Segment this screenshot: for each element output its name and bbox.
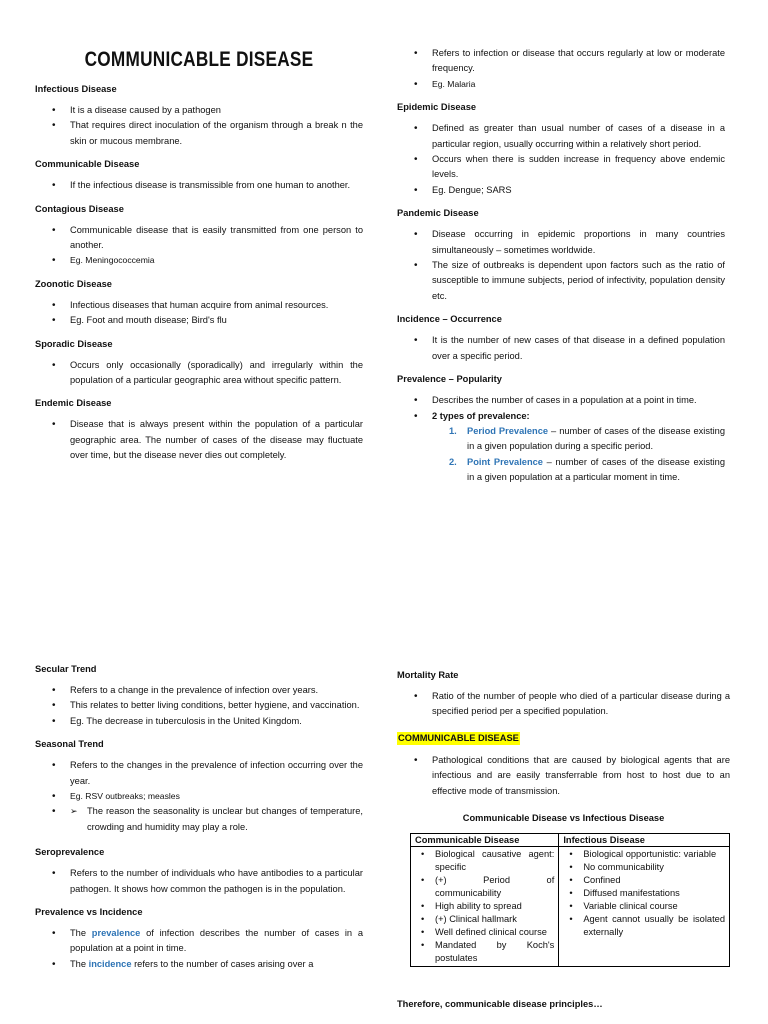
arrow-bullet-icon: • ➢ bbox=[70, 806, 78, 817]
prevalence-term: prevalence bbox=[91, 928, 141, 939]
section-heading: Epidemic Disease bbox=[397, 102, 477, 113]
text: refers to the number of cases arising over a bbox=[131, 958, 314, 969]
section-heading: Seroprevalence bbox=[35, 847, 105, 858]
table-list-item: • Well defined clinical course bbox=[415, 926, 554, 939]
section-heading: Sporadic Disease bbox=[35, 338, 113, 349]
list-item bbox=[35, 957, 363, 972]
list-item: • If the infectious disease is transmissible from one human to another. bbox=[35, 178, 363, 193]
table-row bbox=[411, 847, 730, 967]
list-item: • Disease that is always present within the population of a particular geographic area. The number of cases of the disease may fluctuate over time, but the disease never dies out completely. bbox=[35, 417, 363, 463]
section-heading: Infectious Disease bbox=[35, 84, 117, 94]
seroprevalence-section bbox=[35, 845, 363, 897]
list-item: • Pathological conditions that are caused by biological agents that are infectious and are easily transferrable from host to host due to an effective mode of transmission. bbox=[397, 753, 730, 799]
list-item bbox=[35, 926, 363, 957]
item-term: Point Prevalence bbox=[467, 456, 543, 467]
list-item: • This relates to better living conditions, better hygiene, and vaccination. bbox=[35, 698, 363, 713]
footer-heading: Therefore, communicable disease principles… bbox=[397, 999, 603, 1010]
list-item-text: 2 types of prevalence: bbox=[432, 410, 530, 421]
table-cell bbox=[411, 847, 559, 967]
list-item: • Describes the number of cases in a population at a point in time. bbox=[397, 393, 725, 408]
list-item: • Eg. The decrease in tuberculosis in the United Kingdom. bbox=[35, 714, 363, 729]
table-list-item: • Biological causative agent: specific bbox=[415, 848, 554, 874]
table-list-item: • (+) Period of communicability bbox=[415, 874, 554, 900]
table-cell bbox=[559, 847, 730, 967]
table-list-item: • Biological opportunistic: variable bbox=[563, 848, 725, 861]
list-item: • That requires direct inoculation of the organism through a break n the skin or mucous membrane. bbox=[35, 118, 363, 149]
list-item: • Eg. Meningococcemia bbox=[35, 253, 363, 268]
page1-left-column bbox=[35, 48, 363, 472]
bullet-list bbox=[35, 866, 363, 897]
bullet-list bbox=[35, 926, 363, 972]
list-item: • Refers to infection or disease that occurs regularly at low or moderate frequency. bbox=[397, 46, 725, 77]
bullet-list bbox=[397, 333, 725, 364]
seasonal-trend-section bbox=[35, 737, 363, 835]
bullet-list bbox=[35, 178, 363, 193]
item-number: 1. bbox=[449, 425, 457, 436]
bullet-list bbox=[35, 417, 363, 463]
list-item: • Disease occurring in epidemic proportions in many countries simultaneously – sometimes worldwide. bbox=[397, 227, 725, 258]
text: The bbox=[70, 928, 92, 939]
list-item: • Infectious diseases that human acquire from animal resources. bbox=[35, 298, 363, 313]
section-heading: Endemic Disease bbox=[35, 398, 112, 409]
prevalence-vs-incidence-section bbox=[35, 905, 363, 972]
communicable-list bbox=[415, 848, 554, 965]
text: The bbox=[70, 958, 89, 969]
section bbox=[397, 100, 725, 198]
list-item: • Occurs when there is sudden increase in frequency above endemic levels. bbox=[397, 152, 725, 183]
section-heading: Incidence – Occurrence bbox=[397, 314, 502, 325]
bullet-list bbox=[35, 758, 363, 835]
section bbox=[35, 337, 363, 389]
table-list-item: • Mandated by Koch's postulates bbox=[415, 939, 554, 965]
list-item: • Eg. Malaria bbox=[397, 77, 725, 92]
list-item: • Occurs only occasionally (sporadically) and irregularly within the population of a particular geographic area without specific pattern. bbox=[35, 358, 363, 389]
list-item: • Eg. Foot and mouth disease; Bird's flu bbox=[35, 313, 363, 328]
table-list-item: • Confined bbox=[563, 874, 725, 887]
section bbox=[397, 312, 725, 364]
table-header-row bbox=[411, 834, 730, 847]
bullet-list bbox=[35, 103, 363, 149]
section-heading: Contagious Disease bbox=[35, 203, 124, 214]
item-text: – number of cases of the disease existing in a given population at a particular moment in time. bbox=[467, 456, 725, 483]
section bbox=[397, 206, 725, 304]
section-heading: Secular Trend bbox=[35, 664, 97, 674]
page2-right-column bbox=[397, 668, 730, 1018]
item-term: Period Prevalence bbox=[467, 425, 549, 436]
prevalence-section bbox=[397, 372, 725, 485]
table-header-communicable: Communicable Disease bbox=[411, 834, 559, 847]
list-item: • Eg. Dengue; SARS bbox=[397, 183, 725, 198]
table-list-item: • High ability to spread bbox=[415, 900, 554, 913]
section bbox=[35, 396, 363, 463]
section-heading: Pandemic Disease bbox=[397, 208, 479, 219]
page-title: COMMUNICABLE DISEASE bbox=[84, 48, 314, 71]
list-item: • Eg. RSV outbreaks; measles bbox=[35, 789, 363, 804]
bullet-list bbox=[397, 393, 725, 424]
table-list-item: • Agent cannot usually be isolated externally bbox=[563, 913, 725, 939]
bullet-list bbox=[397, 227, 725, 304]
list-item: • It is a disease caused by a pathogen bbox=[35, 103, 363, 118]
section-heading: Prevalence vs Incidence bbox=[35, 907, 143, 918]
section-heading: Mortality Rate bbox=[397, 670, 459, 680]
numbered-item bbox=[397, 455, 725, 486]
list-item: • Defined as greater than usual number of cases of a disease in a particular region, usually occurring within a relatively short period. bbox=[397, 121, 725, 152]
section bbox=[35, 662, 363, 729]
communicable-disease-highlight: COMMUNICABLE DISEASE bbox=[398, 732, 519, 743]
section bbox=[35, 277, 363, 329]
list-item: • Communicable disease that is easily transmitted from one person to another. bbox=[35, 223, 363, 254]
page2-left-sections bbox=[35, 662, 363, 729]
table-list-item: • No communicability bbox=[563, 861, 725, 874]
section-heading: Seasonal Trend bbox=[35, 739, 104, 750]
page1-right-sections bbox=[397, 100, 725, 364]
section-heading: Zoonotic Disease bbox=[35, 278, 112, 289]
list-item: • Refers to a change in the prevalence of infection over years. bbox=[35, 683, 363, 698]
incidence-term: incidence bbox=[88, 958, 132, 969]
item-text: – number of cases of the disease existing in a given population during a specific period. bbox=[467, 425, 726, 452]
table-header-infectious: Infectious Disease bbox=[559, 834, 730, 847]
text: of infection describes the number of cases in a population at a point in time. bbox=[70, 928, 364, 954]
section-heading: Communicable Disease bbox=[35, 159, 140, 170]
arrow-list-item bbox=[35, 804, 363, 835]
list-item: • Refers to the number of individuals who have antibodies to a particular pathogen. It shows how common the pathogen is in the population. bbox=[35, 866, 363, 897]
list-item: • It is the number of new cases of that disease in a defined population over a specific period. bbox=[397, 333, 725, 364]
comparison-table bbox=[410, 833, 730, 967]
bullet-list bbox=[35, 358, 363, 389]
section bbox=[35, 82, 363, 149]
table-title: Communicable Disease vs Infectious Disease bbox=[462, 813, 665, 824]
list-item bbox=[397, 409, 725, 424]
section-heading: Prevalence – Popularity bbox=[397, 374, 502, 385]
page1-left-sections bbox=[35, 82, 363, 464]
page2-left-column bbox=[35, 662, 363, 980]
item-number: 2. bbox=[449, 456, 457, 467]
list-item: • Ratio of the number of people who died of a particular disease during a specified period per a specified population. bbox=[397, 689, 730, 720]
section bbox=[35, 202, 363, 269]
bullet-list bbox=[397, 753, 730, 799]
bullet-list bbox=[397, 689, 730, 720]
bullet-list bbox=[35, 683, 363, 729]
bullet-list bbox=[35, 298, 363, 329]
bullet-list bbox=[397, 121, 725, 198]
infectious-list bbox=[563, 848, 725, 939]
list-item: • The size of outbreaks is dependent upon factors such as the ratio of susceptible to immune subjects, period of infectivity, population density etc. bbox=[397, 258, 725, 304]
prevalence-types-list bbox=[397, 424, 725, 486]
list-item: • Refers to the changes in the prevalence of infection occurring over the year. bbox=[35, 758, 363, 789]
numbered-item bbox=[397, 424, 725, 455]
table-list-item: • Diffused manifestations bbox=[563, 887, 725, 900]
table-list-item: • (+) Clinical hallmark bbox=[415, 913, 554, 926]
page1-right-column bbox=[397, 46, 725, 486]
mortality-rate-section bbox=[397, 668, 730, 720]
list-item-text: The reason the seasonality is unclear but changes of temperature, crowding and humidity may play a role. bbox=[87, 806, 363, 832]
table-list-item: • Variable clinical course bbox=[563, 900, 725, 913]
endemic-continued-list bbox=[397, 46, 725, 92]
bullet-list bbox=[35, 223, 363, 269]
section bbox=[35, 157, 363, 193]
